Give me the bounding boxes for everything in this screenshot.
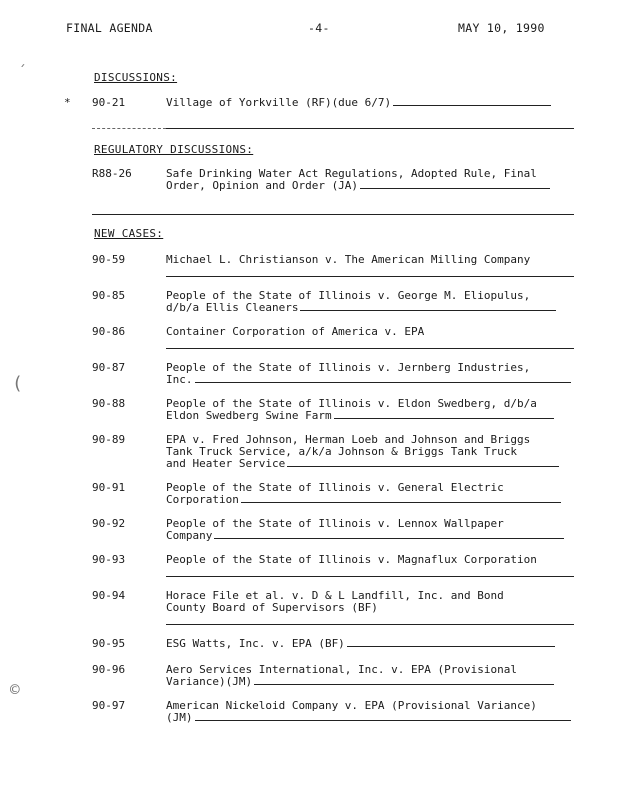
description-line: People of the State of Illinois v. Jernberg Industries, <box>166 361 531 374</box>
docket-number: 90-91 <box>92 481 126 494</box>
description-line: Eldon Swedberg Swine Farm <box>166 409 332 422</box>
item-description <box>166 554 574 566</box>
docket-number: 90-92 <box>92 517 126 530</box>
description-line: American Nickeloid Company v. EPA (Provisional Variance) <box>166 699 537 712</box>
docket-number: 90-59 <box>92 253 126 266</box>
blank-rule <box>166 624 574 625</box>
docket-number: 90-96 <box>92 663 126 676</box>
section-heading-discussions: DISCUSSIONS: <box>94 71 178 84</box>
item-description <box>166 290 574 314</box>
docket-number: R88-26 <box>92 167 132 180</box>
description-line: Order, Opinion and Order (JA) <box>166 179 359 192</box>
fill-line <box>347 645 555 647</box>
fill-line <box>195 719 571 721</box>
fill-line <box>300 309 556 311</box>
description-line: Corporation <box>166 493 239 506</box>
scan-mark-icon: ( <box>12 373 23 394</box>
item-description <box>166 664 574 688</box>
description-line: Safe Drinking Water Act Regulations, Adopted Rule, Final <box>166 167 537 180</box>
header-title: FINAL AGENDA <box>66 21 153 35</box>
description-line: Container Corporation of America v. EPA <box>166 325 425 338</box>
item-description <box>166 434 574 470</box>
item-description <box>166 362 574 386</box>
description-line: Aero Services International, Inc. v. EPA (Provisional <box>166 663 517 676</box>
fill-line <box>254 683 554 685</box>
blank-rule <box>166 276 574 277</box>
fill-line <box>195 381 571 383</box>
description-line: EPA v. Fred Johnson, Herman Loeb and Johnson and Briggs <box>166 433 531 446</box>
description-line: People of the State of Illinois v. General Electric <box>166 481 504 494</box>
item-description <box>166 97 574 109</box>
scan-mark-icon: ´ <box>18 64 27 80</box>
docket-number: 90-21 <box>92 96 126 109</box>
item-description <box>166 254 574 266</box>
page-number: -4- <box>308 21 330 35</box>
docket-number: 90-88 <box>92 397 126 410</box>
description-line: and Heater Service <box>166 457 286 470</box>
docket-number: 90-86 <box>92 325 126 338</box>
fill-line <box>334 417 554 419</box>
fill-line <box>393 104 551 106</box>
docket-number: 90-89 <box>92 433 126 446</box>
description-line: (JM) <box>166 711 193 724</box>
blank-rule <box>166 128 574 129</box>
fill-line <box>287 465 559 467</box>
description-line: Horace File et al. v. D & L Landfill, Inc. and Bond <box>166 589 504 602</box>
description-line: d/b/a Ellis Cleaners <box>166 301 299 314</box>
description-line: Variance)(JM) <box>166 675 253 688</box>
fill-line <box>241 501 561 503</box>
description-line: Village of Yorkville (RF)(due 6/7) <box>166 96 392 109</box>
item-description <box>166 700 574 724</box>
fill-line <box>214 537 564 539</box>
header-date: MAY 10, 1990 <box>458 21 545 35</box>
description-line: ESG Watts, Inc. v. EPA (BF) <box>166 637 345 650</box>
section-heading-regulatory: REGULATORY DISCUSSIONS: <box>94 143 254 156</box>
description-line: County Board of Supervisors (BF) <box>166 601 378 614</box>
item-description <box>166 326 574 338</box>
scan-mark-icon: © <box>10 680 20 699</box>
docket-number: 90-87 <box>92 361 126 374</box>
description-line: Inc. <box>166 373 193 386</box>
description-line: Michael L. Christianson v. The American Milling Company <box>166 253 531 266</box>
item-description <box>166 518 574 542</box>
section-heading-new-cases: NEW CASES: <box>94 227 164 240</box>
item-description <box>166 638 574 650</box>
blank-rule <box>166 576 574 577</box>
item-description <box>166 590 574 614</box>
priority-star: * <box>64 96 71 109</box>
item-description <box>166 482 574 506</box>
docket-number: 90-85 <box>92 289 126 302</box>
dashed-rule <box>92 128 166 129</box>
fill-line <box>360 187 550 189</box>
description-line: People of the State of Illinois v. Eldon Swedberg, d/b/a <box>166 397 537 410</box>
blank-rule <box>92 214 574 215</box>
blank-rule <box>166 348 574 349</box>
description-line: Company <box>166 529 213 542</box>
docket-number: 90-97 <box>92 699 126 712</box>
item-description <box>166 398 574 422</box>
item-description <box>166 168 574 192</box>
docket-number: 90-93 <box>92 553 126 566</box>
docket-number: 90-94 <box>92 589 126 602</box>
description-line: People of the State of Illinois v. Magnaflux Corporation <box>166 553 537 566</box>
description-line: Tank Truck Service, a/k/a Johnson & Briggs Tank Truck <box>166 445 517 458</box>
description-line: People of the State of Illinois v. George M. Eliopulus, <box>166 289 531 302</box>
description-line: People of the State of Illinois v. Lennox Wallpaper <box>166 517 504 530</box>
docket-number: 90-95 <box>92 637 126 650</box>
